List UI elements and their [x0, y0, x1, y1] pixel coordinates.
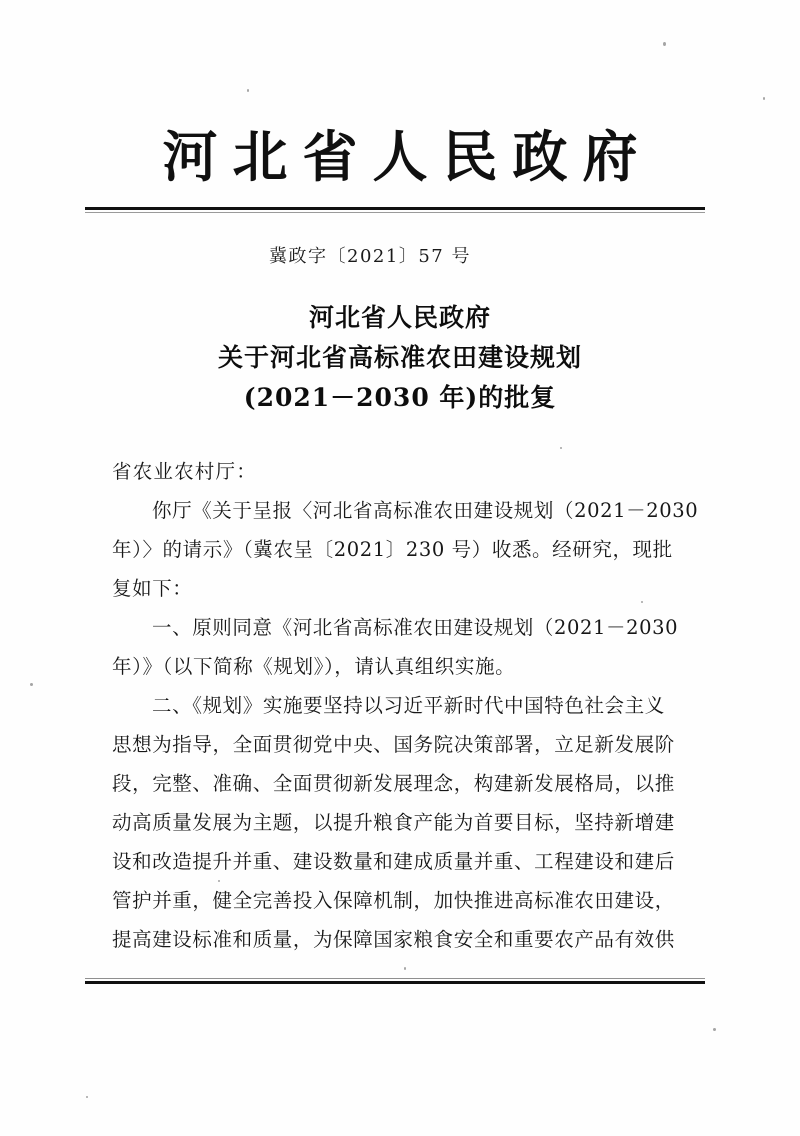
- paragraph-3-line-2: 思想为指导，全面贯彻党中央、国务院决策部署，立足新发展阶: [112, 733, 675, 756]
- divider-thick-line: [85, 207, 705, 210]
- paragraph-1-line-3: 复如下：: [112, 577, 193, 600]
- body-paragraph-2: [112, 608, 679, 686]
- divider-thin-line: [85, 212, 705, 213]
- footer-divider: [85, 978, 705, 984]
- document-title-line-1: 河北省人民政府: [308, 303, 491, 332]
- body-paragraph-3: [112, 686, 674, 959]
- scan-speckle: [763, 97, 765, 100]
- document-body: [112, 452, 699, 959]
- footer-divider-thin-line: [85, 978, 705, 979]
- masthead-title: 河北省人民政府: [162, 124, 653, 189]
- paragraph-3-line-1: 二、《规划》实施要坚持以习近平新时代中国特色社会主义: [152, 694, 665, 717]
- document-number: 冀政字〔2021〕57 号: [269, 246, 471, 267]
- document-title-line-2: 关于河北省高标准农田建设规划: [217, 343, 582, 372]
- paragraph-1-line-1: 你厅《关于呈报〈河北省高标准农田建设规划（2021－2030: [152, 499, 699, 522]
- scan-speckle: [247, 89, 249, 92]
- document-title-line-3: (2021－2030 年)的批复: [243, 383, 557, 412]
- recipient-line: 省农业农村厅：: [112, 460, 257, 483]
- scan-speckle: [86, 1096, 88, 1098]
- scan-speckle: [404, 967, 406, 970]
- scan-speckle: [560, 447, 562, 449]
- paragraph-3-line-5: 设和改造提升并重、建设数量和建成质量并重、工程建设和建后: [112, 850, 675, 873]
- scan-speckle: [663, 42, 666, 46]
- masthead: [0, 126, 800, 188]
- paragraph-3-line-3: 段，完整、准确、全面贯彻新发展理念，构建新发展格局，以推: [112, 772, 675, 795]
- masthead-divider: [85, 207, 705, 213]
- paragraph-2-line-1: 一、原则同意《河北省高标准农田建设规划（2021－2030: [152, 616, 679, 639]
- paragraph-1-line-2: 年）〉的请示》（冀农呈〔2021〕230 号）收悉。经研究，现批: [112, 538, 673, 561]
- footer-divider-thick-line: [85, 981, 705, 984]
- scan-speckle: [30, 683, 33, 686]
- paragraph-3-line-4: 动高质量发展为主题，以提升粮食产能为首要目标，坚持新增建: [112, 811, 675, 834]
- scan-speckle: [713, 1028, 716, 1031]
- paragraph-2-line-2: 年）》（以下简称《规划》），请认真组织实施。: [112, 655, 516, 678]
- paragraph-3-line-6: 管护并重，健全完善投入保障机制，加快推进高标准农田建设，: [112, 889, 675, 912]
- paragraph-3-line-7: 提高建设标准和质量，为保障国家粮食安全和重要农产品有效供: [112, 928, 675, 951]
- body-paragraph-1: [112, 491, 699, 608]
- document-title: [0, 298, 800, 418]
